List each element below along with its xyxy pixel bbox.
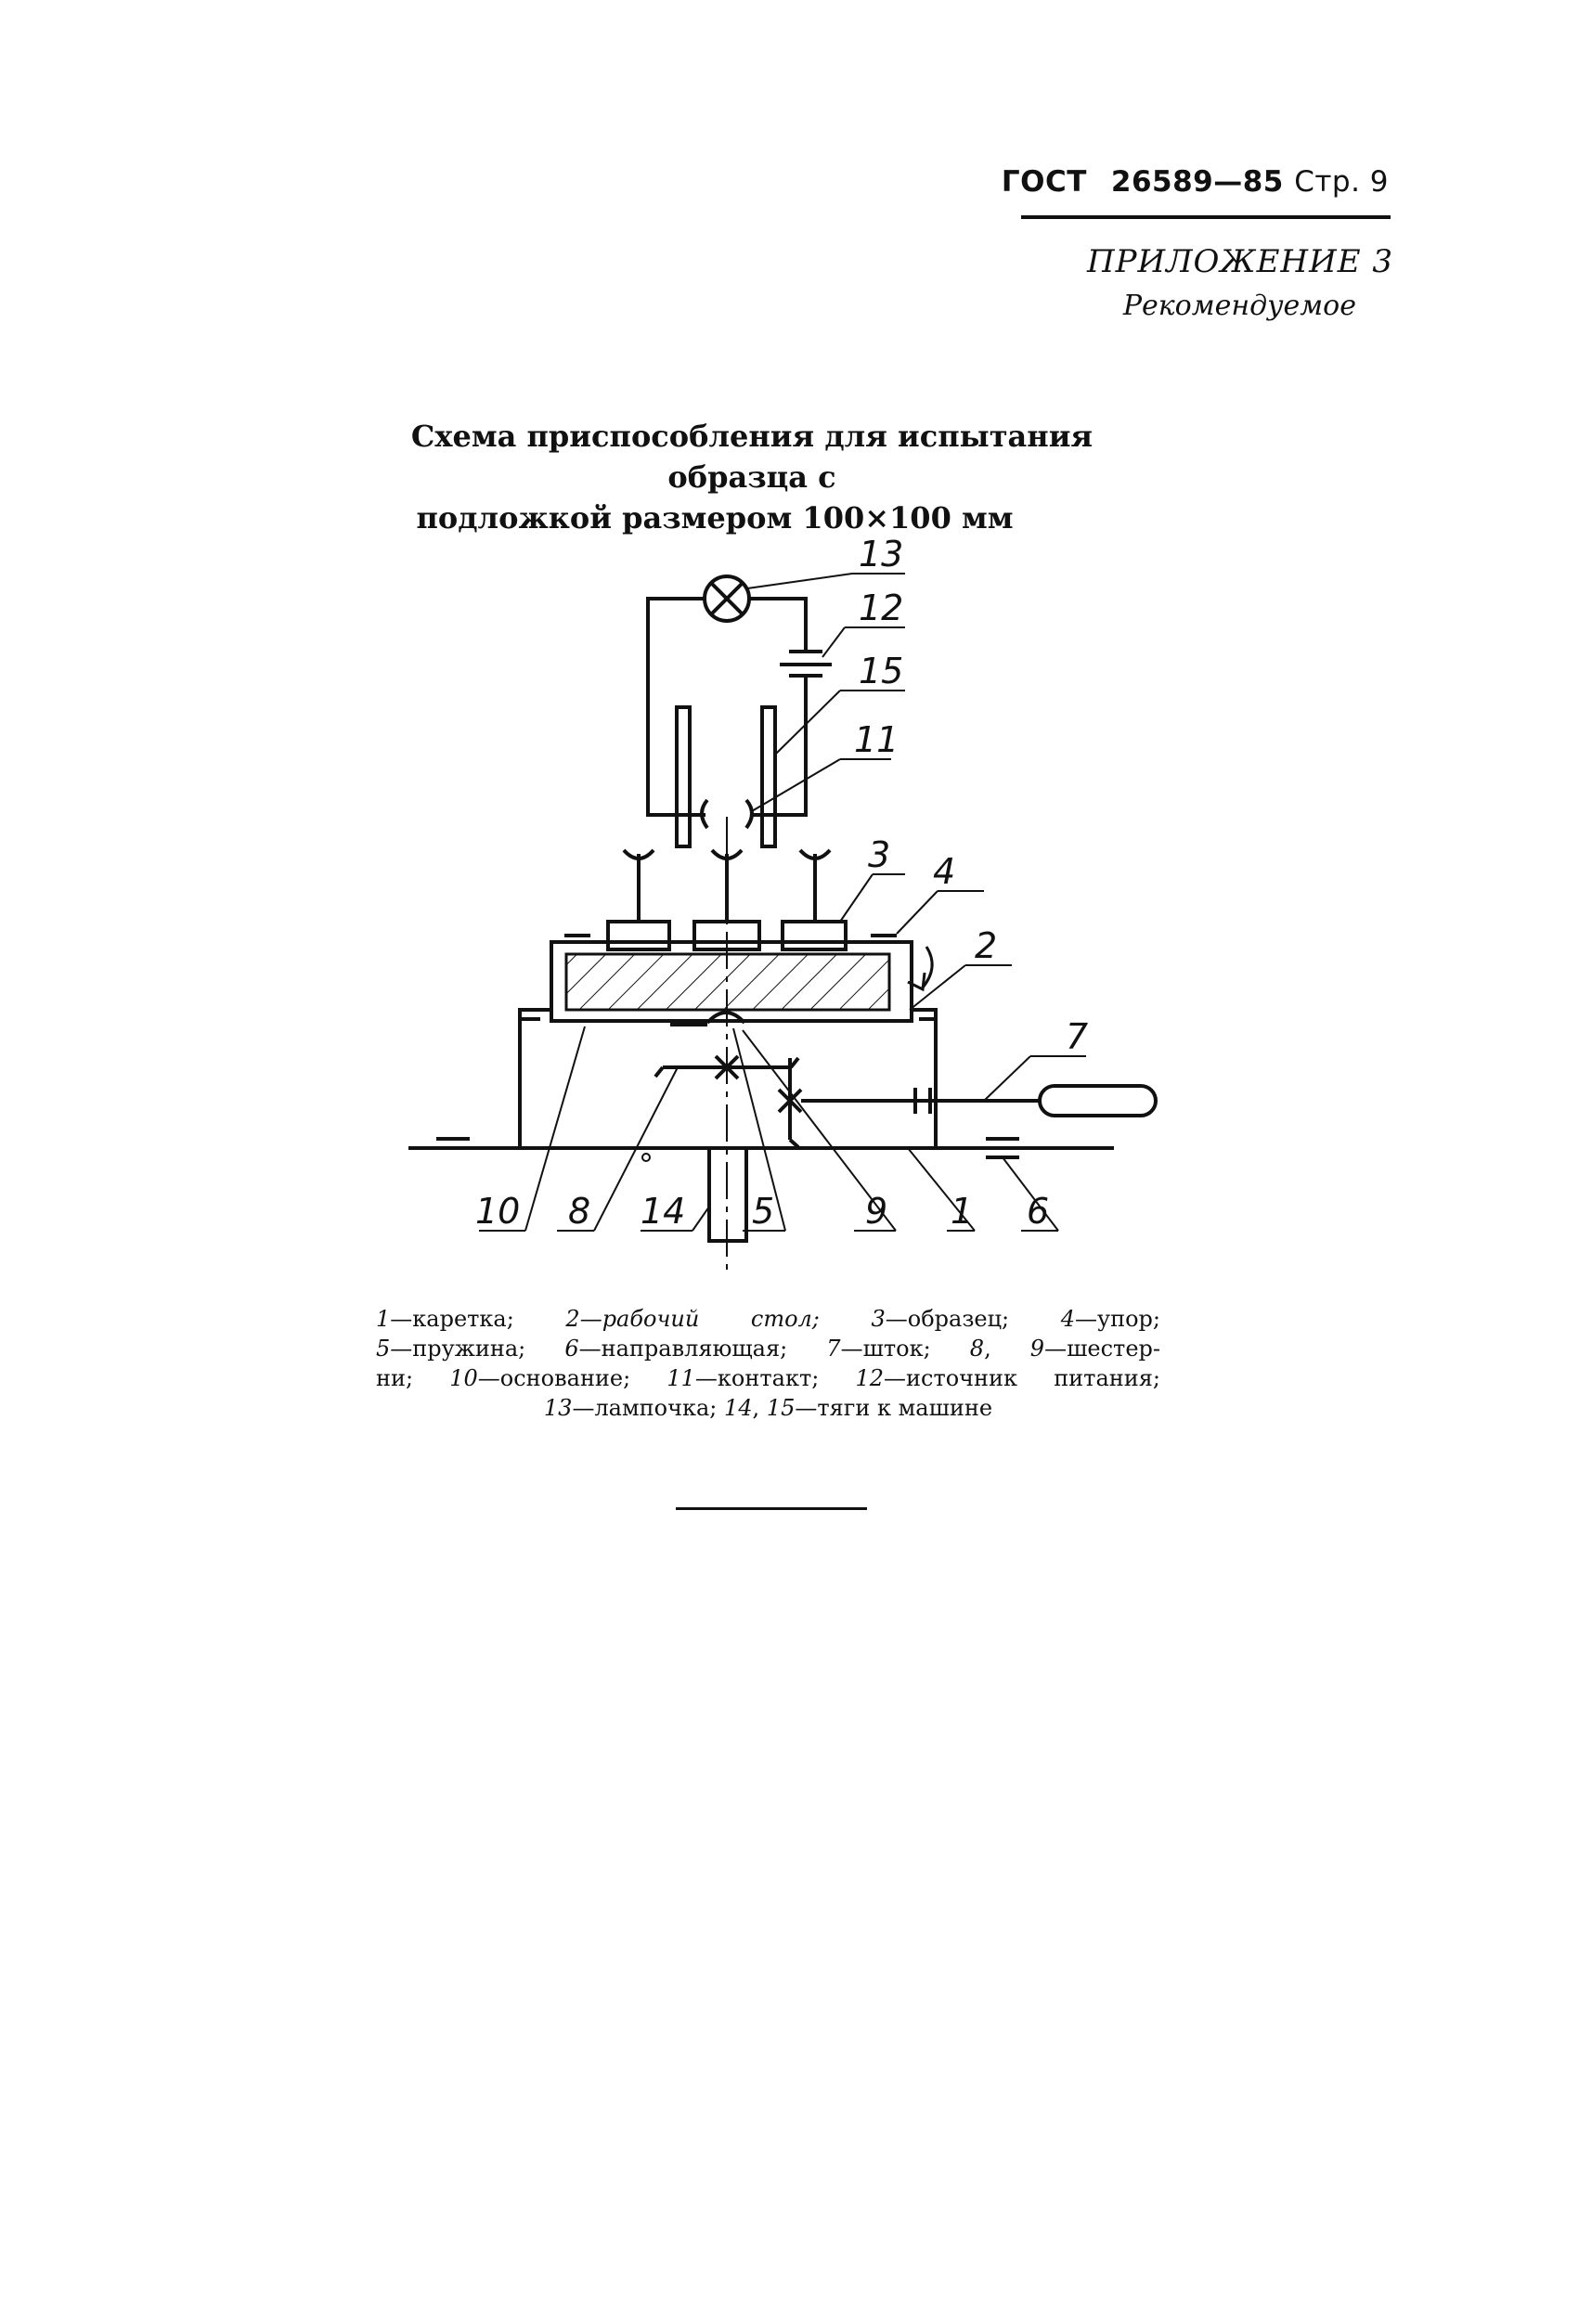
- callout-13: 13: [859, 534, 904, 575]
- legend-num: 7: [826, 1336, 841, 1362]
- legend-num: 8: [969, 1336, 985, 1362]
- callout-3: 3: [868, 834, 891, 875]
- end-rule: [676, 1507, 867, 1510]
- legend-num: 5: [376, 1336, 391, 1362]
- callout-10: 10: [475, 1191, 521, 1232]
- callout-5: 5: [752, 1191, 775, 1232]
- callout-8: 8: [568, 1191, 591, 1232]
- figure-title-line-1: Схема приспособления для испытания образца с: [410, 419, 1094, 495]
- legend-num: 14: [724, 1395, 753, 1421]
- callout-7: 7: [1066, 1016, 1089, 1057]
- standard-label: ГОСТ: [1001, 165, 1087, 199]
- callout-11: 11: [854, 719, 900, 760]
- rod-handle: [1040, 1086, 1156, 1116]
- legend-num: 3: [871, 1306, 886, 1332]
- standard-number: 26589—85: [1110, 165, 1284, 199]
- callout-9: 9: [865, 1191, 888, 1232]
- callout-4: 4: [933, 851, 956, 892]
- legend-text: ,: [752, 1395, 767, 1421]
- legend-line-1: [376, 1304, 1160, 1334]
- legend-text: —тяги к машине: [795, 1395, 993, 1421]
- legend-text: —образец;: [885, 1306, 1061, 1332]
- legend-line-3: [376, 1363, 1160, 1393]
- legend-num: 1: [376, 1306, 391, 1332]
- legend-num: 6: [564, 1336, 579, 1362]
- legend-line-2: [376, 1334, 1160, 1363]
- legend-num: 12: [855, 1365, 885, 1391]
- contact-right: [746, 800, 752, 828]
- appendix-status: Рекомендуемое: [1122, 290, 1356, 322]
- carriage: [520, 1010, 553, 1148]
- legend-text: —основание;: [477, 1365, 667, 1391]
- sample-left: [608, 922, 669, 949]
- callout-15: 15: [859, 651, 904, 691]
- figure-legend: [376, 1304, 1160, 1423]
- legend-text: —пружина;: [390, 1336, 565, 1362]
- legend-num: 2: [565, 1306, 580, 1332]
- legend-text: —контакт;: [694, 1365, 856, 1391]
- legend-num: 9: [1029, 1336, 1045, 1362]
- hatched-block: [566, 954, 889, 1010]
- legend-text: —источник питания;: [884, 1365, 1160, 1391]
- legend-num: 10: [449, 1365, 478, 1391]
- callout-14: 14: [641, 1191, 686, 1232]
- legend-text: —упор;: [1074, 1306, 1160, 1332]
- legend-num: 15: [766, 1395, 796, 1421]
- legend-text: —рабочий стол;: [579, 1306, 872, 1332]
- page-number: Стр. 9: [1294, 165, 1389, 199]
- appendix-label: ПРИЛОЖЕНИЕ 3: [1086, 243, 1393, 280]
- callout-1: 1: [951, 1191, 974, 1232]
- legend-text: —шток;: [840, 1336, 970, 1362]
- legend-text: —шестер-: [1044, 1336, 1160, 1362]
- legend-num: 4: [1060, 1306, 1075, 1332]
- legend-text: —направляющая;: [578, 1336, 827, 1362]
- callout-2: 2: [975, 925, 998, 966]
- figure-title-line-2: подложкой размером 100×100 мм: [416, 500, 1014, 536]
- sample-right: [783, 922, 846, 949]
- legend-text: ,: [984, 1336, 1030, 1362]
- callout-12: 12: [859, 587, 904, 628]
- circuit-wire-right: [749, 599, 806, 652]
- legend-line-4: [376, 1393, 1160, 1423]
- rod-left: [677, 707, 690, 846]
- legend-text: ни;: [376, 1365, 450, 1391]
- legend-num: 13: [543, 1395, 573, 1421]
- legend-num: 11: [667, 1365, 695, 1391]
- legend-text: —каретка;: [390, 1306, 566, 1332]
- callout-6: 6: [1027, 1191, 1050, 1232]
- rod-right: [762, 707, 775, 846]
- legend-text: —лампочка;: [572, 1395, 724, 1421]
